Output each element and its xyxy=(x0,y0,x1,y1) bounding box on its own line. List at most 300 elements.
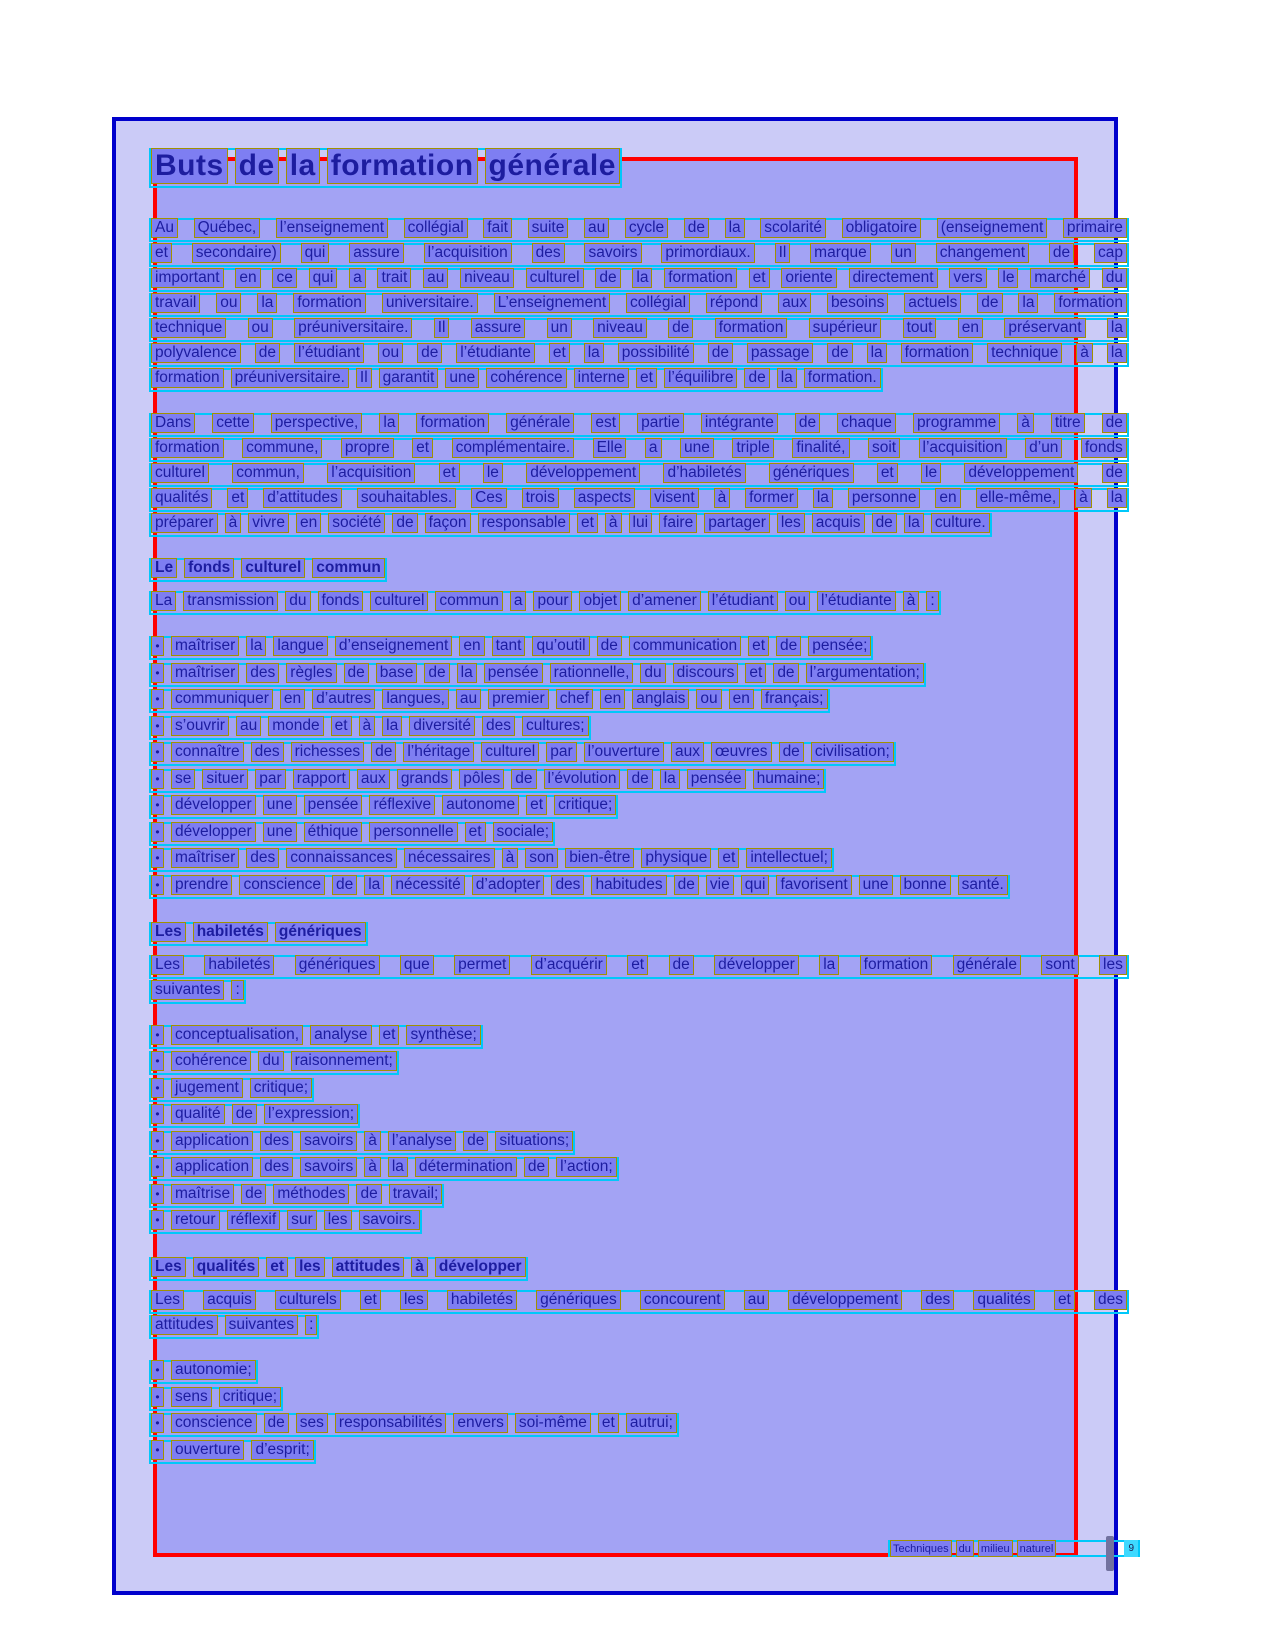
word-box: cap xyxy=(1094,243,1127,263)
word-box: connaître xyxy=(171,742,244,762)
bullet-marker: • xyxy=(151,1387,164,1407)
list-item xyxy=(149,795,618,819)
word-box: commun xyxy=(435,591,502,611)
word-box: diversité xyxy=(409,716,475,736)
word-box: le xyxy=(921,463,941,483)
section-heading xyxy=(149,558,1129,582)
word-box: les xyxy=(295,1257,325,1277)
word-box: Il xyxy=(356,368,372,388)
word-box: une xyxy=(859,875,893,895)
word-box: niveau xyxy=(593,318,647,338)
word-box: à xyxy=(1075,488,1092,508)
word-box: que xyxy=(400,955,434,975)
word-box: interne xyxy=(574,368,629,388)
word-box: formation xyxy=(327,148,478,184)
word-box: pôles xyxy=(459,769,504,789)
word-box: à xyxy=(714,488,731,508)
word-box: des xyxy=(260,1157,293,1177)
bullet-marker: • xyxy=(151,1440,164,1460)
list-item xyxy=(149,1210,422,1234)
word-box: complémentaire. xyxy=(452,438,575,458)
bullet-marker: • xyxy=(151,769,164,789)
word-box: la xyxy=(246,636,266,656)
word-box: de xyxy=(264,1413,289,1433)
word-box: développement xyxy=(526,463,640,483)
word-box: suivantes xyxy=(151,980,224,1000)
text-line xyxy=(149,243,1129,267)
word-box: de xyxy=(424,663,449,683)
word-box: par xyxy=(255,769,285,789)
word-box: éthique xyxy=(304,822,363,842)
word-box: ouverture xyxy=(171,1440,244,1460)
word-box: générale xyxy=(953,955,1021,975)
word-box: l’héritage xyxy=(403,742,474,762)
word-box: conceptualisation, xyxy=(171,1025,303,1045)
word-box: de xyxy=(597,636,622,656)
word-box: cycle xyxy=(625,218,668,238)
word-box: façon xyxy=(425,513,471,533)
word-box: et xyxy=(877,463,898,483)
word-box: a xyxy=(510,591,527,611)
word-box: commun xyxy=(312,558,385,578)
word-box: société xyxy=(328,513,385,533)
word-box: la xyxy=(725,218,745,238)
word-box: formation xyxy=(860,955,933,975)
word-box: cohérence xyxy=(171,1051,251,1071)
word-box: la xyxy=(1018,293,1038,313)
word-box: habitudes xyxy=(591,875,666,895)
word-box: fonds xyxy=(318,591,364,611)
word-box: en xyxy=(296,513,321,533)
text-line xyxy=(149,513,992,537)
word-box: commun, xyxy=(232,463,304,483)
list-item xyxy=(149,769,826,793)
heading-line xyxy=(149,558,387,582)
word-box: de xyxy=(674,875,699,895)
word-box: des xyxy=(921,1290,954,1310)
word-box: des xyxy=(251,742,284,762)
word-box: d’un xyxy=(1025,438,1062,458)
word-box: possibilité xyxy=(618,343,694,363)
word-box: du xyxy=(640,663,665,683)
word-box: de xyxy=(684,218,709,238)
word-box: bonne xyxy=(900,875,951,895)
word-box: l’ouverture xyxy=(584,742,664,762)
document-content xyxy=(149,148,1129,1487)
word-box: culturels xyxy=(275,1290,341,1310)
word-box: œuvres xyxy=(711,742,772,762)
word-box: et xyxy=(745,663,766,683)
word-box: de xyxy=(1049,243,1074,263)
word-box: acquis xyxy=(203,1290,256,1310)
word-box: former xyxy=(745,488,798,508)
word-box: détermination xyxy=(415,1157,517,1177)
word-box: fonds xyxy=(184,558,234,578)
word-box: d’amener xyxy=(628,591,701,611)
word-box: de xyxy=(708,343,733,363)
word-box: La xyxy=(151,591,176,611)
bullet-marker: • xyxy=(151,795,164,815)
word-box: technique xyxy=(987,343,1062,363)
bullet-marker: • xyxy=(151,636,164,656)
text-line xyxy=(149,955,1129,979)
word-box: de xyxy=(773,663,798,683)
word-box: civilisation; xyxy=(811,742,894,762)
paragraph xyxy=(149,955,1129,1004)
word-box: de xyxy=(417,343,442,363)
word-box: à xyxy=(605,513,622,533)
scroll-marker xyxy=(1106,1536,1114,1571)
word-box: et xyxy=(439,463,460,483)
bullet-marker: • xyxy=(151,1157,164,1177)
word-box: règles xyxy=(286,663,336,683)
word-box: cette xyxy=(212,413,254,433)
word-box: de xyxy=(511,769,536,789)
word-box: Elle xyxy=(593,438,627,458)
word-box: intellectuel; xyxy=(746,848,832,868)
word-box: français; xyxy=(761,689,828,709)
list-item xyxy=(149,848,834,872)
word-box: d’esprit; xyxy=(251,1440,313,1460)
word-box: sont xyxy=(1041,955,1078,975)
word-box: et xyxy=(266,1257,288,1277)
word-box: triple xyxy=(732,438,774,458)
word-box: favorisent xyxy=(776,875,851,895)
word-box: réflexif xyxy=(227,1210,281,1230)
word-box: formation xyxy=(1054,293,1127,313)
word-box: la xyxy=(1107,318,1127,338)
word-box: une xyxy=(445,368,479,388)
bullet-marker: • xyxy=(151,1210,164,1230)
word-box: réflexive xyxy=(369,795,435,815)
word-box: du xyxy=(258,1051,283,1071)
word-box: et xyxy=(360,1290,381,1310)
word-box: pensée xyxy=(484,663,543,683)
word-box: chaque xyxy=(837,413,896,433)
word-box: partie xyxy=(637,413,684,433)
word-box: des xyxy=(551,875,584,895)
word-box: de xyxy=(669,955,694,975)
word-box: (enseignement xyxy=(937,218,1048,238)
word-box: personne xyxy=(848,488,921,508)
word-box: ou xyxy=(248,318,273,338)
list-item xyxy=(149,1104,360,1128)
word-box: elle-même, xyxy=(976,488,1061,508)
word-box: universitaire. xyxy=(382,293,478,313)
word-box: programme xyxy=(913,413,1000,433)
word-box: en xyxy=(459,636,484,656)
word-box: la xyxy=(867,343,887,363)
word-box: envers xyxy=(453,1413,508,1433)
word-box: un xyxy=(547,318,572,338)
word-box: suivantes xyxy=(225,1315,298,1335)
word-box: collégial xyxy=(626,293,690,313)
word-box: au xyxy=(236,716,261,736)
word-box: culturel xyxy=(241,558,305,578)
list-item xyxy=(149,742,896,766)
word-box: en xyxy=(935,488,960,508)
word-box: développement xyxy=(788,1290,902,1310)
word-box: une xyxy=(263,822,297,842)
word-box: préuniversitaire. xyxy=(294,318,412,338)
text-line xyxy=(149,488,1129,512)
word-box: : xyxy=(926,591,938,611)
text-line xyxy=(149,318,1129,342)
word-box: ses xyxy=(296,1413,328,1433)
word-box: habiletés xyxy=(204,955,274,975)
word-box: d’habiletés xyxy=(663,463,745,483)
word-box: sociale; xyxy=(493,822,554,842)
word-box: autrui; xyxy=(626,1413,677,1433)
bullet-marker: • xyxy=(151,1360,164,1380)
word-box: communiquer xyxy=(171,689,273,709)
word-box: formation xyxy=(293,293,366,313)
word-box: soit xyxy=(868,438,900,458)
list-item xyxy=(149,716,591,740)
bullet-marker: • xyxy=(151,663,164,683)
word-box: et xyxy=(718,848,739,868)
word-box: formation xyxy=(416,413,489,433)
word-box: la xyxy=(819,955,839,975)
word-box: de xyxy=(241,1184,266,1204)
word-box: aux xyxy=(357,769,390,789)
word-box: L’enseignement xyxy=(494,293,611,313)
word-box: nécessaires xyxy=(404,848,495,868)
word-box: partager xyxy=(704,513,770,533)
word-box: et xyxy=(526,795,547,815)
word-box: l’étudiante xyxy=(817,591,896,611)
list-item xyxy=(149,1051,399,1075)
word-box: la xyxy=(388,1157,408,1177)
word-box: d’attitudes xyxy=(263,488,342,508)
word-box: application xyxy=(171,1131,253,1151)
bullet-list xyxy=(149,1025,1129,1235)
word-box: directement xyxy=(849,268,938,288)
word-box: qui xyxy=(309,268,338,288)
word-box: de xyxy=(872,513,897,533)
word-box: secondaire) xyxy=(192,243,281,263)
word-box: situations; xyxy=(495,1131,573,1151)
word-box: richesses xyxy=(291,742,364,762)
word-box: bien-être xyxy=(565,848,634,868)
word-box: et xyxy=(577,513,598,533)
word-box: trois xyxy=(522,488,559,508)
bullet-marker: • xyxy=(151,742,164,762)
word-box: formation xyxy=(151,368,224,388)
page-number: 9 xyxy=(1124,1540,1138,1557)
list-item xyxy=(149,1157,619,1181)
word-box: Au xyxy=(151,218,178,238)
word-box: de xyxy=(344,663,369,683)
word-box: des xyxy=(482,716,515,736)
word-box: qualités xyxy=(973,1290,1034,1310)
word-box: et xyxy=(627,955,648,975)
word-box: formation xyxy=(151,438,224,458)
footer-word: naturel xyxy=(1017,1540,1057,1557)
list-item xyxy=(149,636,873,660)
word-box: en xyxy=(235,268,260,288)
word-box: tant xyxy=(492,636,526,656)
word-box: transmission xyxy=(183,591,278,611)
word-box: en xyxy=(600,689,625,709)
list-item xyxy=(149,1440,316,1464)
word-box: actuels xyxy=(904,293,961,313)
word-box: l’étudiant xyxy=(294,343,364,363)
list-item xyxy=(149,1360,258,1384)
word-box: qu’outil xyxy=(532,636,589,656)
word-box: faire xyxy=(659,513,697,533)
text-line xyxy=(149,1315,319,1339)
list-item xyxy=(149,1025,483,1049)
word-box: autonomie; xyxy=(171,1360,256,1380)
word-box: d’acquérir xyxy=(531,955,607,975)
list-item xyxy=(149,1131,575,1155)
word-box: la xyxy=(382,716,402,736)
word-box: maîtrise xyxy=(171,1184,234,1204)
bullet-marker: • xyxy=(151,1025,164,1045)
word-box: analyse xyxy=(310,1025,371,1045)
word-box: au xyxy=(456,689,481,709)
word-box: des xyxy=(246,848,279,868)
word-box: a xyxy=(349,268,366,288)
word-box: maîtriser xyxy=(171,636,239,656)
word-box: grands xyxy=(397,769,452,789)
word-box: l’évolution xyxy=(544,769,621,789)
word-box: culturel xyxy=(370,591,428,611)
word-box: la xyxy=(813,488,833,508)
word-box: technique xyxy=(151,318,226,338)
word-box: de xyxy=(235,148,279,184)
word-box: génériques xyxy=(275,922,366,942)
word-box: qualité xyxy=(171,1104,225,1124)
word-box: génériques xyxy=(295,955,380,975)
word-box: au xyxy=(584,218,609,238)
word-box: des xyxy=(246,663,279,683)
text-line xyxy=(149,293,1129,317)
word-box: développer xyxy=(435,1257,526,1277)
word-box: l’expression; xyxy=(264,1104,358,1124)
word-box: garantit xyxy=(379,368,439,388)
word-box: et xyxy=(549,343,570,363)
word-box: habiletés xyxy=(193,922,268,942)
word-box: l’acquisition xyxy=(424,243,512,263)
word-box: la xyxy=(286,148,320,184)
word-box: savoirs xyxy=(584,243,641,263)
bullet-list xyxy=(149,636,1129,899)
word-box: s’ouvrir xyxy=(171,716,229,736)
word-box: méthodes xyxy=(273,1184,349,1204)
word-box: attitudes xyxy=(151,1315,218,1335)
word-box: titre xyxy=(1051,413,1085,433)
section-heading xyxy=(149,922,1129,946)
word-box: de xyxy=(595,268,620,288)
word-box: à xyxy=(1017,413,1034,433)
word-box: à xyxy=(225,513,242,533)
word-box: de xyxy=(779,742,804,762)
word-box: vie xyxy=(706,875,734,895)
word-box: la xyxy=(777,368,797,388)
word-box: base xyxy=(376,663,418,683)
word-box: formation xyxy=(664,268,737,288)
word-box: l’acquisition xyxy=(919,438,1007,458)
word-box: la xyxy=(379,413,399,433)
word-box: ou xyxy=(785,591,810,611)
word-box: acquis xyxy=(812,513,865,533)
word-box: cohérence xyxy=(486,368,566,388)
word-box: une xyxy=(680,438,714,458)
word-box: jugement xyxy=(171,1078,243,1098)
word-box: à xyxy=(359,716,376,736)
word-box: anglais xyxy=(632,689,689,709)
word-box: conscience xyxy=(171,1413,257,1433)
word-box: marque xyxy=(810,243,871,263)
word-box: chef xyxy=(556,689,593,709)
word-box: et xyxy=(331,716,352,736)
word-box: situer xyxy=(202,769,248,789)
word-box: ce xyxy=(272,268,296,288)
word-box: vivre xyxy=(248,513,289,533)
word-box: de xyxy=(977,293,1002,313)
word-box: les xyxy=(1099,955,1127,975)
word-box: l’étudiante xyxy=(456,343,535,363)
word-box: besoins xyxy=(827,293,888,313)
word-box: collégial xyxy=(404,218,468,238)
word-box: premier xyxy=(488,689,549,709)
word-box: son xyxy=(525,848,558,868)
heading-line xyxy=(149,1257,528,1281)
word-box: développement xyxy=(964,463,1078,483)
word-box: pensée; xyxy=(808,636,871,656)
word-box: important xyxy=(151,268,224,288)
word-box: Les xyxy=(151,1290,184,1310)
text-line xyxy=(149,1290,1129,1314)
text-line xyxy=(149,980,246,1004)
word-box: par xyxy=(546,742,576,762)
word-box: générale xyxy=(506,413,574,433)
word-box: à xyxy=(903,591,920,611)
word-box: conscience xyxy=(239,875,325,895)
word-box: pensée xyxy=(304,795,363,815)
word-box: de xyxy=(744,368,769,388)
text-line xyxy=(149,218,1129,242)
word-box: responsabilités xyxy=(335,1413,446,1433)
word-box: de xyxy=(795,413,820,433)
word-box: critique; xyxy=(554,795,616,815)
word-box: formation xyxy=(715,318,788,338)
page-title xyxy=(149,148,1129,188)
word-box: culture. xyxy=(931,513,990,533)
word-box: l’équilibre xyxy=(664,368,737,388)
word-box: Il xyxy=(434,318,450,338)
word-box: du xyxy=(285,591,310,611)
word-box: l’étudiant xyxy=(708,591,778,611)
word-box: ou xyxy=(378,343,403,363)
word-box: et xyxy=(748,636,769,656)
word-box: fonds xyxy=(1081,438,1127,458)
word-box: culturel xyxy=(481,742,539,762)
word-box: et xyxy=(227,488,248,508)
word-box: est xyxy=(591,413,620,433)
word-box: en xyxy=(280,689,305,709)
word-box: Le xyxy=(151,558,177,578)
word-box: l’action; xyxy=(556,1157,617,1177)
bullet-marker: • xyxy=(151,716,164,736)
text-line xyxy=(149,591,941,615)
word-box: communication xyxy=(629,636,741,656)
word-box: discours xyxy=(673,663,739,683)
word-box: les xyxy=(400,1290,428,1310)
bullet-marker: • xyxy=(151,848,164,868)
